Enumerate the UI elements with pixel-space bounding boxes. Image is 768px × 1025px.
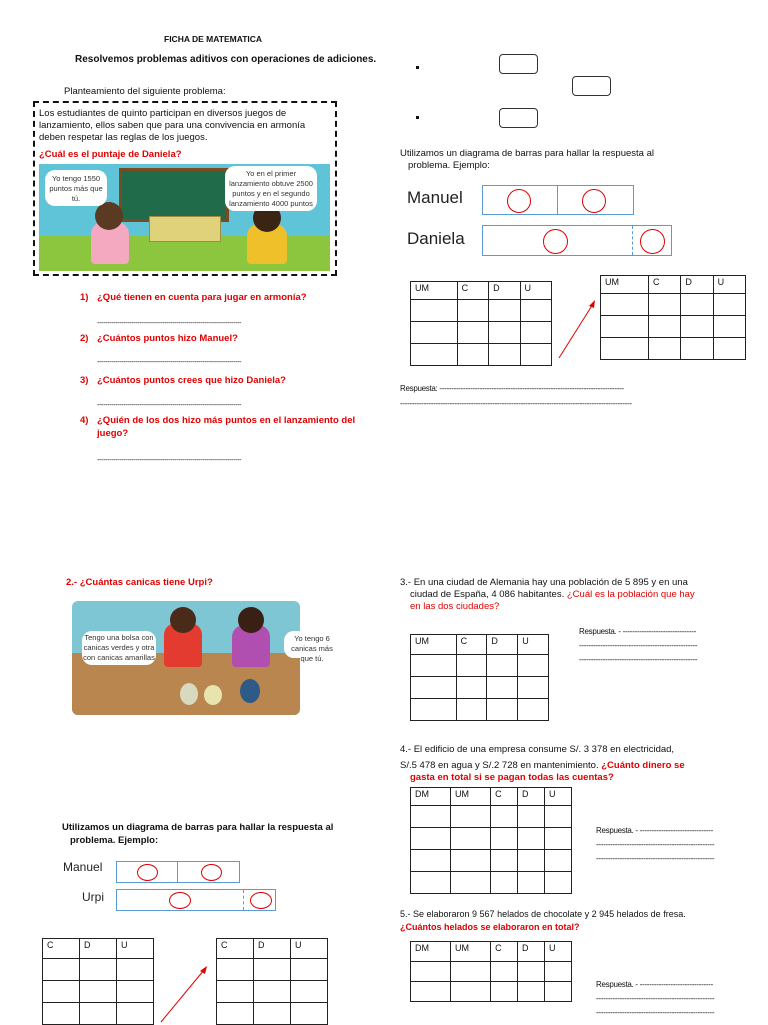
place-value-grid: UM C D U xyxy=(600,275,746,360)
question-4-num: 4) xyxy=(80,415,89,426)
problem3-line2: ciudad de España, 4 086 habitantes. ¿Cuál es la población que hay xyxy=(410,589,695,600)
bar-daniela xyxy=(482,225,672,256)
answer-box[interactable] xyxy=(499,54,538,74)
respuesta-line: Respuesta: ------------------------------------------------------------------------------ xyxy=(400,384,624,393)
question-1-num: 1) xyxy=(80,292,89,303)
circle-blank xyxy=(169,892,191,909)
answer-box[interactable] xyxy=(499,108,538,128)
respuesta-line-2: -------------------------------------------------- xyxy=(579,641,698,650)
marbles-illustration xyxy=(72,601,300,715)
speech-bubble-right-text: Yo tengo 6 canicas más que tú. xyxy=(284,631,340,658)
problem3-line1: 3.- En una ciudad de Alemania hay una población de 5 895 y en una xyxy=(400,577,688,588)
problem1-text-2: lanzamiento, ellos saben que para una convivencia en armonía xyxy=(39,120,306,131)
problem5-line2: ¿Cuántos helados se elaboraron en total? xyxy=(400,922,580,932)
diagram2-intro-1: Utilizamos un diagrama de barras para hallar la respuesta al xyxy=(62,822,334,833)
circle-blank xyxy=(137,864,158,881)
respuesta-line: Respuesta. - ------------------------------- xyxy=(579,627,696,636)
bar-manuel xyxy=(482,185,634,215)
page-subtitle: Resolvemos problemas aditivos con operaciones de adiciones. xyxy=(75,54,377,65)
diagram2-intro-2: problema. Ejemplo: xyxy=(70,835,159,846)
place-value-grid: DM UM C D U xyxy=(410,941,572,1002)
circle-blank xyxy=(582,189,606,213)
problem1-text-1: Los estudiantes de quinto participan en diversos juegos de xyxy=(39,108,287,119)
question-2: ¿Cuántos puntos hizo Manuel? xyxy=(97,333,238,344)
problem4-line1: 4.- El edificio de una empresa consume S/. 3 378 en electricidad, xyxy=(400,744,675,755)
problem-intro: Planteamiento del siguiente problema: xyxy=(64,86,226,97)
page-title: FICHA DE MATEMATICA xyxy=(164,34,263,44)
respuesta-line: Respuesta. - ------------------------------- xyxy=(596,980,713,989)
bar-urpi xyxy=(116,889,276,911)
bar-label-manuel: Manuel xyxy=(407,188,463,207)
place-value-grid: C D U xyxy=(42,938,154,1025)
circle-blank xyxy=(201,864,222,881)
problem1-box xyxy=(33,101,337,276)
circle-blank xyxy=(507,189,531,213)
question-3: ¿Cuántos puntos crees que hizo Daniela? xyxy=(97,375,286,386)
bullet-dot xyxy=(416,66,419,69)
respuesta-line-3: -------------------------------------------------- xyxy=(579,655,698,664)
speech-bubble-left: Yo tengo 1550 puntos más que tú. xyxy=(45,170,107,206)
problem1-text-3: deben respetar las reglas de los juegos. xyxy=(39,132,208,143)
answer-line-4: ----------------------------------------------------------------------- xyxy=(97,457,242,464)
place-value-grid: C D U xyxy=(216,938,328,1025)
diagram1-intro-2: problema. Ejemplo: xyxy=(408,160,490,171)
question-3-num: 3) xyxy=(80,375,89,386)
place-value-grid: DM UM C D U xyxy=(410,787,572,894)
bar-label-manuel: Manuel xyxy=(63,860,103,874)
problem4-line2: S/.5 478 en agua y S/.2 728 en mantenimiento. ¿Cuánto dinero se xyxy=(400,760,685,771)
answer-line-3: ----------------------------------------------------------------------- xyxy=(97,402,242,409)
problem2-title: 2.- ¿Cuántas canicas tiene Urpi? xyxy=(66,577,213,588)
bar-label-urpi: Urpi xyxy=(82,890,105,904)
bar-manuel xyxy=(116,861,240,883)
bullet-dot xyxy=(416,116,419,119)
place-value-grid: UM C D U xyxy=(410,281,552,366)
diagram1-intro-1: Utilizamos un diagrama de barras para hallar la respuesta al xyxy=(400,148,654,159)
respuesta-line: Respuesta. - ------------------------------- xyxy=(596,826,713,835)
circle-blank xyxy=(543,229,568,254)
children-illustration xyxy=(39,164,330,271)
respuesta-line-3: -------------------------------------------------- xyxy=(596,1008,715,1017)
speech-bubble-right: Yo en el primer lanzamiento obtuve 2500 puntos y en el segundo lanzamiento 4000 puntos xyxy=(225,166,317,211)
answer-line-1: ----------------------------------------------------------------------- xyxy=(97,320,242,327)
arrow-icon xyxy=(158,964,210,1024)
circle-blank xyxy=(640,229,665,254)
question-2-num: 2) xyxy=(80,333,89,344)
respuesta-line-2: -------------------------------------------------- xyxy=(596,994,715,1003)
problem4-line3: gasta en total si se pagan todas las cuentas? xyxy=(410,772,614,783)
respuesta-line-2: -------------------------------------------------- xyxy=(596,840,715,849)
circle-blank xyxy=(250,892,272,909)
question-4-cont: juego? xyxy=(97,428,129,439)
place-value-grid: UM C D U xyxy=(410,634,549,721)
speech-bubble-left: Tengo una bolsa con canicas verdes y otra con canicas amarillas xyxy=(82,631,156,665)
respuesta-line-3: -------------------------------------------------- xyxy=(596,854,715,863)
problem3-line3: en las dos ciudades? xyxy=(410,601,500,612)
problem1-question: ¿Cuál es el puntaje de Daniela? xyxy=(39,149,182,160)
problem5-line1: 5.- Se elaboraron 9 567 helados de chocolate y 2 945 helados de fresa. xyxy=(400,909,686,919)
bar-label-daniela: Daniela xyxy=(407,229,465,248)
question-1: ¿Qué tienen en cuenta para jugar en armonía? xyxy=(97,292,307,303)
arrow-icon xyxy=(556,298,598,362)
answer-line-2: ----------------------------------------------------------------------- xyxy=(97,359,242,366)
respuesta-line-2: -------------------------------------------------------------------------------------------------- xyxy=(400,399,632,408)
question-4: ¿Quién de los dos hizo más puntos en el lanzamiento del xyxy=(97,415,356,426)
answer-box[interactable] xyxy=(572,76,611,96)
